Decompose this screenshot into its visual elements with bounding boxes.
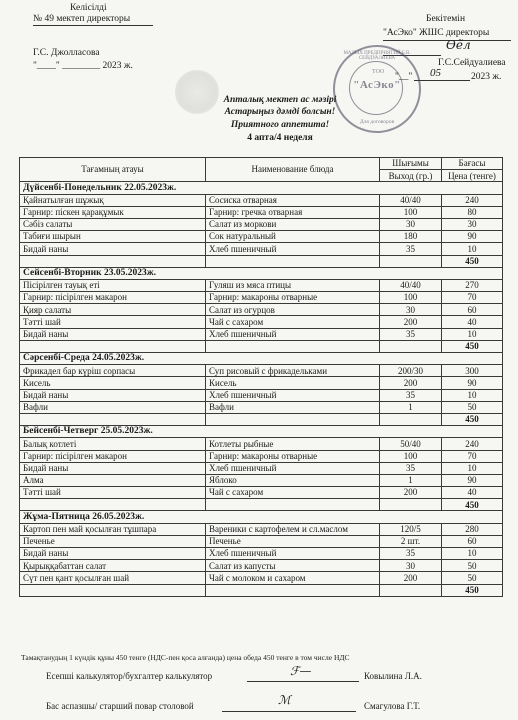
dish-price: 60 <box>442 535 503 547</box>
table-row <box>20 560 503 572</box>
day-total: 450 <box>442 340 503 352</box>
dish-name-ru: Гарнир: макароны отварные <box>206 292 380 304</box>
chef-sign-label: Бас аспазшы/ старший повар столовой <box>46 701 194 711</box>
dish-price: 300 <box>442 365 503 377</box>
dish-yield: 200 <box>380 316 442 328</box>
dish-yield: 180 <box>380 231 442 243</box>
empty-cell <box>206 499 380 511</box>
dish-name-kz: Гарнир: піскен қарақұмык <box>20 206 206 218</box>
col-header-name-ru: Наименование блюда <box>206 158 380 182</box>
dish-yield: 35 <box>380 243 442 255</box>
menu-title-wish-ru: Приятного аппетита! <box>230 120 330 130</box>
dish-yield: 100 <box>380 450 442 462</box>
menu-table <box>19 157 503 597</box>
stamp-center-text: "АсЭко" <box>353 79 401 91</box>
dish-yield: 35 <box>380 548 442 560</box>
day-total-row <box>20 499 503 511</box>
approval-right-title: Бекітемін <box>426 14 466 24</box>
table-row <box>20 377 503 389</box>
accountant-sign-label: Есепші калькулятор/бухгалтер калькулятор <box>46 671 213 681</box>
dish-name-kz: Гарнир: пісірілген макарон <box>20 450 206 462</box>
approval-left-title: Келісілді <box>70 3 107 13</box>
day-header-row <box>20 426 503 438</box>
dish-price: 10 <box>442 243 503 255</box>
table-row <box>20 450 503 462</box>
dish-name-kz: Сәбіз салаты <box>20 218 206 230</box>
col-header-yield-kz: Шығымы <box>380 158 442 170</box>
stamp-side-text: ТОО <box>372 69 385 75</box>
empty-cell <box>20 255 206 267</box>
table-row <box>20 328 503 340</box>
dish-price: 10 <box>442 548 503 560</box>
dish-price: 90 <box>442 474 503 486</box>
day-total: 450 <box>442 255 503 267</box>
dish-price: 30 <box>442 218 503 230</box>
dish-name-kz: Печенье <box>20 535 206 547</box>
table-row <box>20 572 503 584</box>
dish-name-kz: Табиғи шырын <box>20 231 206 243</box>
approval-right-position: "АсЭко" ЖШС директоры <box>383 28 490 38</box>
table-row <box>20 279 503 291</box>
dish-name-ru: Чай с сахаром <box>206 316 380 328</box>
dish-price: 270 <box>442 279 503 291</box>
dish-yield: 200 <box>380 487 442 499</box>
dish-price: 50 <box>442 560 503 572</box>
dish-price: 50 <box>442 572 503 584</box>
menu-table-body <box>20 182 503 596</box>
dish-yield: 35 <box>380 328 442 340</box>
day-total-row <box>20 255 503 267</box>
dish-name-kz: Вафли <box>20 401 206 413</box>
empty-cell <box>20 584 206 596</box>
dish-yield: 40/40 <box>380 194 442 206</box>
dish-name-kz: Қайнатылған шұжық <box>20 194 206 206</box>
empty-cell <box>206 413 380 425</box>
table-row <box>20 474 503 486</box>
dish-name-kz: Картоп пен май қосылған тұшпара <box>20 523 206 535</box>
dish-name-ru: Суп рисовый с фрикадельками <box>206 365 380 377</box>
day-total: 450 <box>442 499 503 511</box>
day-header-row <box>20 353 503 365</box>
approval-left-name: Г.С. Джолласова <box>33 48 100 58</box>
dish-name-kz: Қияр салаты <box>20 304 206 316</box>
day-header-row <box>20 182 503 194</box>
dish-yield: 2 шт. <box>380 535 442 547</box>
stamp-bottom-text: Для договоров <box>359 119 395 125</box>
dish-yield: 100 <box>380 292 442 304</box>
empty-cell <box>20 340 206 352</box>
menu-title-wish-kz: Астарыңыз дәмді болсын! <box>224 107 336 117</box>
empty-cell <box>206 340 380 352</box>
dish-price: 90 <box>442 231 503 243</box>
table-row <box>20 401 503 413</box>
dish-name-kz: Қырыққабаттан салат <box>20 560 206 572</box>
dish-name-ru: Салат из огурцов <box>206 304 380 316</box>
dish-price: 80 <box>442 206 503 218</box>
dish-name-ru: Вафли <box>206 401 380 413</box>
col-header-yield-ru: Выход (гр.) <box>380 170 442 182</box>
accountant-sign-line <box>247 681 359 682</box>
dish-yield: 200 <box>380 377 442 389</box>
dish-name-ru: Печенье <box>206 535 380 547</box>
day-total-row <box>20 340 503 352</box>
table-row <box>20 292 503 304</box>
dish-name-ru: Гуляш из мяса птицы <box>206 279 380 291</box>
dish-name-ru: Гарнир: макароны отварные <box>206 450 380 462</box>
table-row <box>20 218 503 230</box>
approval-right-name: Г.С.Сейдуалиева <box>438 58 506 68</box>
dish-price: 90 <box>442 377 503 389</box>
dish-name-ru: Гарнир: гречка отварная <box>206 206 380 218</box>
dish-price: 40 <box>442 487 503 499</box>
dish-name-ru: Хлеб пшеничный <box>206 389 380 401</box>
table-row <box>20 304 503 316</box>
dish-name-ru: Хлеб пшеничный <box>206 548 380 560</box>
table-row <box>20 389 503 401</box>
dish-price: 60 <box>442 304 503 316</box>
dish-yield: 35 <box>380 389 442 401</box>
dish-price: 50 <box>442 401 503 413</box>
dish-yield: 50/40 <box>380 438 442 450</box>
dish-name-kz: Бидай наны <box>20 548 206 560</box>
chef-name: Смагулова Г.Т. <box>364 701 421 711</box>
dish-name-kz: Тәтті шай <box>20 316 206 328</box>
dish-name-kz: Гарнир: пісірілген макарон <box>20 292 206 304</box>
chef-sign-line <box>222 711 356 712</box>
dish-yield: 1 <box>380 474 442 486</box>
dish-name-ru: Кисель <box>206 377 380 389</box>
day-header-row <box>20 267 503 279</box>
day-total-row <box>20 584 503 596</box>
chef-signature-icon: ℳ <box>278 693 291 707</box>
table-row <box>20 438 503 450</box>
day-header-row <box>20 511 503 523</box>
dish-price: 240 <box>442 194 503 206</box>
empty-cell <box>380 255 442 267</box>
dish-yield: 30 <box>380 304 442 316</box>
menu-title-kz: Апталық мектеп ас мәзірі <box>223 95 337 105</box>
dish-name-ru: Хлеб пшеничный <box>206 243 380 255</box>
day-total-row <box>20 413 503 425</box>
approval-right-month-line <box>414 80 470 81</box>
approval-right-date-month: 05 <box>430 67 441 79</box>
dish-price: 70 <box>442 450 503 462</box>
dish-name-ru: Яблоко <box>206 474 380 486</box>
accountant-name: Ковылина Л.А. <box>364 671 422 681</box>
empty-cell <box>380 340 442 352</box>
day-total: 450 <box>442 584 503 596</box>
table-row <box>20 535 503 547</box>
day-title: Сейсенбі-Вторник 23.05.2023ж. <box>20 267 503 279</box>
dish-name-ru: Котлеты рыбные <box>206 438 380 450</box>
price-note: Тамақтанудың 1 күндік құны 450 тенге (НДС-пен қоса алғанда) цена обеда 450 тенге в том числе НДС <box>21 653 350 662</box>
empty-cell <box>20 413 206 425</box>
dish-price: 10 <box>442 328 503 340</box>
dish-price: 280 <box>442 523 503 535</box>
dish-name-ru: Салат из моркови <box>206 218 380 230</box>
dish-yield: 120/5 <box>380 523 442 535</box>
approval-right-date-day: "__" <box>395 72 413 82</box>
dish-price: 40 <box>442 316 503 328</box>
dish-yield: 35 <box>380 462 442 474</box>
table-row <box>20 231 503 243</box>
dish-name-ru: Сок натуральный <box>206 231 380 243</box>
dish-name-kz: Бидай наны <box>20 328 206 340</box>
empty-cell <box>206 255 380 267</box>
approval-left-date: "____" ________ 2023 ж. <box>33 61 133 71</box>
table-row <box>20 523 503 535</box>
dish-name-ru: Хлеб пшеничный <box>206 328 380 340</box>
table-row <box>20 194 503 206</box>
table-row <box>20 316 503 328</box>
dish-name-kz: Алма <box>20 474 206 486</box>
accountant-signature-icon: ℱ— <box>290 664 312 678</box>
day-title: Дүйсенбі-Понедельник 22.05.2023ж. <box>20 182 503 194</box>
approval-right-date-year: 2023 ж. <box>471 72 502 82</box>
dish-name-ru: Сосиска отварная <box>206 194 380 206</box>
col-header-name-kz: Тағамның атауы <box>20 158 206 182</box>
day-total: 450 <box>442 413 503 425</box>
empty-cell <box>206 584 380 596</box>
dish-name-kz: Тәтті шай <box>20 487 206 499</box>
dish-name-ru: Салат из капусты <box>206 560 380 572</box>
dish-yield: 30 <box>380 560 442 572</box>
approval-left-position: № 49 мектеп директоры <box>33 14 131 24</box>
col-header-price-kz: Бағасы <box>442 158 503 170</box>
table-row <box>20 206 503 218</box>
dish-name-kz: Кисель <box>20 377 206 389</box>
table-row <box>20 243 503 255</box>
dish-name-kz: Фрикадел бар күріш сорпасы <box>20 365 206 377</box>
empty-cell <box>380 499 442 511</box>
table-header-row <box>20 158 503 170</box>
stamp-top-text: МАЛЫХ ПРЕДПРИЯТИЙ Б.В. СЕЙДУАЛИЕВА <box>343 51 411 61</box>
dish-price: 70 <box>442 292 503 304</box>
table-row <box>20 487 503 499</box>
menu-week: 4 апта/4 неделя <box>247 133 313 143</box>
table-row <box>20 365 503 377</box>
dish-yield: 100 <box>380 206 442 218</box>
approval-left-sign-line <box>33 25 153 26</box>
dish-price: 10 <box>442 462 503 474</box>
table-row <box>20 462 503 474</box>
col-header-price-ru: Цена (тенге) <box>442 170 503 182</box>
dish-name-kz: Бидай наны <box>20 389 206 401</box>
empty-cell <box>380 413 442 425</box>
dish-yield: 30 <box>380 218 442 230</box>
dish-yield: 40/40 <box>380 279 442 291</box>
dish-yield: 200/30 <box>380 365 442 377</box>
dish-name-kz: Бидай наны <box>20 462 206 474</box>
empty-cell <box>20 499 206 511</box>
empty-cell <box>380 584 442 596</box>
dish-name-kz: Бидай наны <box>20 243 206 255</box>
dish-name-ru: Хлеб пшеничный <box>206 462 380 474</box>
dish-price: 240 <box>442 438 503 450</box>
dish-name-ru: Вареники с картофелем и сл.маслом <box>206 523 380 535</box>
dish-yield: 200 <box>380 572 442 584</box>
day-title: Сәрсенбі-Среда 24.05.2023ж. <box>20 353 503 365</box>
day-title: Бейсенбі-Четверг 25.05.2023ж. <box>20 426 503 438</box>
day-title: Жұма-Пятница 26.05.2023ж. <box>20 511 503 523</box>
dish-name-kz: Балық котлеті <box>20 438 206 450</box>
dish-yield: 1 <box>380 401 442 413</box>
dish-name-ru: Чай с молоком и сахаром <box>206 572 380 584</box>
dish-price: 10 <box>442 389 503 401</box>
dish-name-ru: Чай с сахаром <box>206 487 380 499</box>
director-signature-icon: Ѳе̃л <box>446 38 471 52</box>
dish-name-kz: Сүт пен қант қосылған шай <box>20 572 206 584</box>
table-row <box>20 548 503 560</box>
dish-name-kz: Пісірілген тауық еті <box>20 279 206 291</box>
